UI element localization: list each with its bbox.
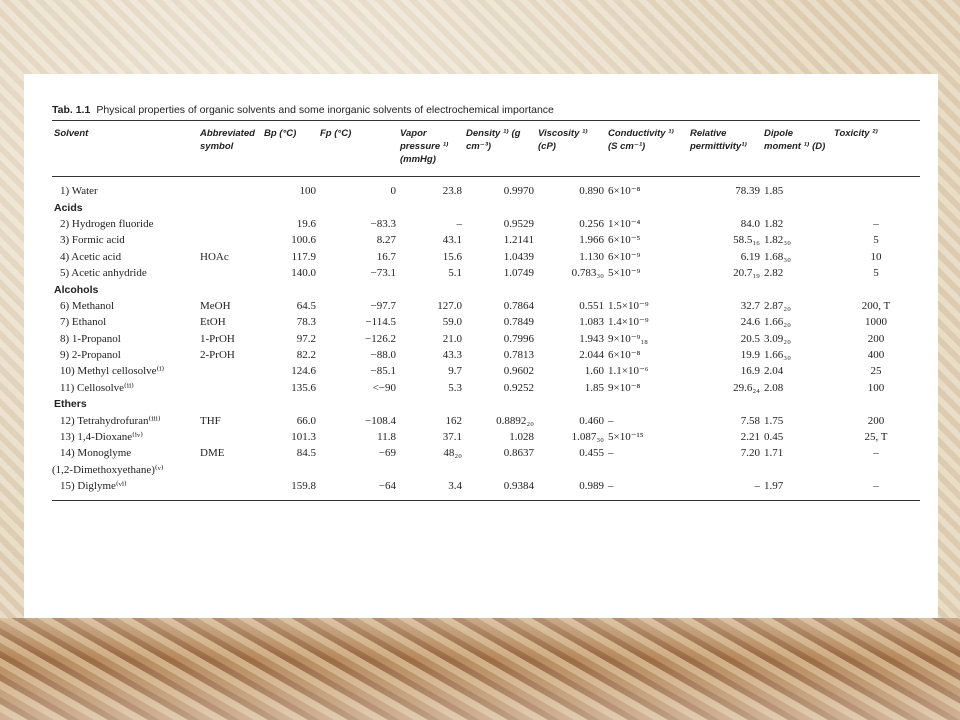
cell-permittivity: 20.7₁₉ xyxy=(733,267,760,280)
cell-density: 0.7849 xyxy=(503,316,534,329)
cell-density: 1.2141 xyxy=(503,234,534,247)
cell-dipole-moment: 1.97 xyxy=(764,480,784,493)
table-row xyxy=(52,331,920,347)
cell-dipole-moment: 0.45 xyxy=(764,431,784,444)
cell-conductivity: 9×10⁻⁸ xyxy=(608,381,641,394)
cell-vapor-pressure: 3.4 xyxy=(448,480,462,493)
cell-bp: 101.3 xyxy=(291,431,316,444)
cell-permittivity: 6.19 xyxy=(740,250,760,263)
cell-solvent: 6) Methanol xyxy=(60,299,115,312)
cell-solvent: 10) Methyl cellosolve⁽ⁱ⁾ xyxy=(60,365,165,378)
table-row xyxy=(52,478,920,501)
cell-toxicity: 25, T xyxy=(864,431,888,444)
cell-density: 0.8637 xyxy=(503,447,534,460)
cell-toxicity: – xyxy=(873,217,879,230)
table-caption-text: Physical properties of organic solvents and some inorganic solvents of electrochemical importance xyxy=(96,104,554,116)
cell-toxicity: 400 xyxy=(867,349,885,362)
cell-vapor-pressure: 43.3 xyxy=(442,349,462,362)
cell-viscosity: 0.890 xyxy=(579,185,604,198)
cell-dipole-moment: 2.04 xyxy=(764,365,784,378)
header-conductivity: Conductivity ¹⁾ (S cm⁻¹) xyxy=(606,121,688,177)
cell-bp: 78.3 xyxy=(296,316,316,329)
cell-conductivity: 1.5×10⁻⁹ xyxy=(608,299,649,312)
header-abbreviated-symbol: Abbreviated symbol xyxy=(198,121,262,177)
cell-symbol: 2-PrOH xyxy=(200,349,235,362)
cell-solvent: 5) Acetic anhydride xyxy=(60,267,147,280)
cell-conductivity: 1.4×10⁻⁹ xyxy=(608,316,649,329)
cell-viscosity: 0.783₃₀ xyxy=(571,267,604,280)
cell-solvent: 7) Ethanol xyxy=(60,316,107,329)
cell-density: 0.9602 xyxy=(503,365,534,378)
cell-bp: 117.9 xyxy=(291,250,316,263)
cell-viscosity: 0.551 xyxy=(579,299,604,312)
cell-solvent: 2) Hydrogen fluoride xyxy=(60,217,154,230)
header-vapor-pressure: Vapor pressure ¹⁾ (mmHg) xyxy=(398,121,464,177)
cell-bp: 19.6 xyxy=(296,217,316,230)
cell-density: 0.9252 xyxy=(503,381,534,394)
cell-toxicity: 200 xyxy=(867,414,885,427)
cell-toxicity: 1000 xyxy=(865,316,887,329)
cell-solvent: 3) Formic acid xyxy=(60,234,125,247)
cell-bp: 135.6 xyxy=(291,381,316,394)
header-row xyxy=(52,121,920,177)
cell-vapor-pressure: 23.8 xyxy=(442,185,462,198)
cell-vapor-pressure: 59.0 xyxy=(442,316,462,329)
cell-symbol: THF xyxy=(200,414,221,427)
cell-symbol: HOAc xyxy=(200,250,229,263)
cell-density: 0.7864 xyxy=(503,299,534,312)
cell-toxicity: 5 xyxy=(873,234,879,247)
cell-bp: 140.0 xyxy=(291,267,316,280)
cell-dipole-moment: 1.75 xyxy=(764,414,784,427)
cell-symbol: EtOH xyxy=(200,316,226,329)
cell-bp: 124.6 xyxy=(291,365,316,378)
cell-dipole-moment: 1.85 xyxy=(764,185,784,198)
cell-bp: 100 xyxy=(299,185,316,198)
cell-conductivity: 6×10⁻⁸ xyxy=(608,185,641,198)
cell-viscosity: 1.943 xyxy=(579,332,604,345)
table-row xyxy=(52,429,920,445)
cell-solvent: 4) Acetic acid xyxy=(60,250,122,263)
cell-toxicity xyxy=(832,177,920,200)
table-row xyxy=(52,232,920,248)
header-density: Density ¹⁾ (g cm⁻³) xyxy=(464,121,536,177)
cell-fp: −85.1 xyxy=(370,365,396,378)
cell-symbol xyxy=(198,380,262,396)
cell-vapor-pressure: 48₂₀ xyxy=(443,447,462,460)
table-row xyxy=(52,298,920,314)
cell-viscosity: 1.083 xyxy=(579,316,604,329)
table-row xyxy=(52,249,920,265)
cell-bp: 100.6 xyxy=(291,234,316,247)
cell-toxicity: – xyxy=(873,480,879,493)
solvent-name-continuation: (1,2-Dimethoxyethane)⁽ᵛ⁾ xyxy=(52,463,164,476)
cell-symbol: 1-PrOH xyxy=(200,332,235,345)
cell-permittivity: – xyxy=(754,480,760,493)
cell-symbol xyxy=(198,232,262,248)
header-toxicity: Toxicity ²⁾ xyxy=(832,121,920,177)
cell-conductivity: 5×10⁻⁹ xyxy=(608,267,641,280)
header-solvent: Solvent xyxy=(52,121,198,177)
cell-viscosity: 1.966 xyxy=(579,234,604,247)
cell-solvent: 8) 1-Propanol xyxy=(60,332,121,345)
cell-fp: −83.3 xyxy=(370,217,396,230)
header-relative-permittivity: Relative permittivity¹⁾ xyxy=(688,121,762,177)
cell-permittivity: 24.6 xyxy=(740,316,760,329)
cell-bp: 64.5 xyxy=(296,299,316,312)
cell-symbol xyxy=(198,429,262,445)
table-row xyxy=(52,347,920,363)
cell-symbol xyxy=(198,478,262,501)
cell-conductivity: 6×10⁻⁵ xyxy=(608,234,641,247)
table-row xyxy=(52,216,920,232)
cell-conductivity: – xyxy=(608,414,614,427)
cell-dipole-moment: 1.82₃₀ xyxy=(764,234,791,247)
cell-conductivity: 5×10⁻¹⁵ xyxy=(608,431,644,444)
cell-density: 1.0439 xyxy=(503,250,534,263)
cell-density: 0.7996 xyxy=(503,332,534,345)
cell-dipole-moment: 1.82 xyxy=(764,217,784,230)
cell-fp: 16.7 xyxy=(376,250,396,263)
header-bp: Bp (°C) xyxy=(262,121,318,177)
cell-dipole-moment: 2.82 xyxy=(764,267,784,280)
cell-dipole-moment: 1.68₃₀ xyxy=(764,250,791,263)
cell-density: 1.0749 xyxy=(503,267,534,280)
cell-permittivity: 84.0 xyxy=(740,217,760,230)
cell-vapor-pressure: – xyxy=(456,217,462,230)
continuation-row xyxy=(52,462,920,478)
cell-permittivity: 19.9 xyxy=(740,349,760,362)
cell-conductivity: – xyxy=(608,447,614,460)
cell-bp: 82.2 xyxy=(296,349,316,362)
cell-symbol: DME xyxy=(200,447,225,460)
cell-density: 0.9529 xyxy=(503,217,534,230)
cell-fp: −126.2 xyxy=(365,332,396,345)
cell-viscosity: 2.044 xyxy=(579,349,604,362)
cell-fp: 8.27 xyxy=(376,234,396,247)
cell-viscosity: 0.989 xyxy=(579,480,604,493)
table-document xyxy=(52,104,920,501)
cell-solvent: 11) Cellosolve⁽ⁱⁱ⁾ xyxy=(60,381,134,394)
header-viscosity: Viscosity ¹⁾ (cP) xyxy=(536,121,606,177)
cell-vapor-pressure: 5.3 xyxy=(448,381,462,394)
cell-fp: −97.7 xyxy=(370,299,396,312)
cell-solvent: 12) Tetrahydrofuran⁽ⁱⁱⁱ⁾ xyxy=(60,414,161,427)
cell-vapor-pressure: 21.0 xyxy=(442,332,462,345)
group-label: Acids xyxy=(54,201,83,214)
cell-fp: −88.0 xyxy=(370,349,396,362)
cell-permittivity: 78.39 xyxy=(735,185,760,198)
group-label: Ethers xyxy=(54,398,87,411)
cell-solvent: 9) 2-Propanol xyxy=(60,349,121,362)
cell-permittivity: 58.5₁₆ xyxy=(733,234,760,247)
cell-toxicity: 100 xyxy=(867,381,885,394)
group-label: Alcohols xyxy=(54,283,99,296)
cell-viscosity: 1.087₃₀ xyxy=(571,431,604,444)
cell-conductivity: – xyxy=(608,480,614,493)
cell-dipole-moment: 3.09₂₀ xyxy=(764,332,791,345)
cell-symbol xyxy=(198,216,262,232)
cell-fp: 0 xyxy=(390,185,396,198)
cell-toxicity: 5 xyxy=(873,267,879,280)
cell-bp: 66.0 xyxy=(296,414,316,427)
table-row xyxy=(52,445,920,461)
cell-density: 0.7813 xyxy=(503,349,534,362)
cell-toxicity: 10 xyxy=(870,250,882,263)
cell-solvent: 13) 1,4-Dioxane⁽ⁱᵛ⁾ xyxy=(60,431,143,444)
cell-permittivity: 29.6₂₄ xyxy=(733,381,760,394)
cell-fp: −73.1 xyxy=(370,267,396,280)
cell-permittivity: 7.58 xyxy=(740,414,760,427)
table-body xyxy=(52,177,920,501)
cell-vapor-pressure: 15.6 xyxy=(442,250,462,263)
cell-vapor-pressure: 43.1 xyxy=(442,234,462,247)
cell-dipole-moment: 1.66₃₀ xyxy=(764,349,791,362)
cell-symbol xyxy=(198,265,262,281)
cell-solvent: 1) Water xyxy=(60,185,98,198)
cell-symbol: MeOH xyxy=(200,299,231,312)
cell-bp: 97.2 xyxy=(296,332,316,345)
cell-permittivity: 7.20 xyxy=(740,447,760,460)
cell-density: 0.8892₂₀ xyxy=(496,414,534,427)
cell-solvent: 15) Diglyme⁽ᵛⁱ⁾ xyxy=(60,480,127,493)
cell-dipole-moment: 1.71 xyxy=(764,447,784,460)
cell-toxicity: 200, T xyxy=(861,299,891,312)
cell-conductivity: 9×10⁻⁹₁₈ xyxy=(608,332,649,345)
cell-fp: −114.5 xyxy=(365,316,396,329)
cell-toxicity: 200 xyxy=(867,332,885,345)
cell-permittivity: 32.7 xyxy=(740,299,760,312)
cell-vapor-pressure: 162 xyxy=(445,414,462,427)
cell-conductivity: 1×10⁻⁴ xyxy=(608,217,641,230)
table-row xyxy=(52,177,920,200)
cell-density: 0.9970 xyxy=(503,185,534,198)
cell-fp: 11.8 xyxy=(377,431,396,444)
cell-conductivity: 6×10⁻⁹ xyxy=(608,250,641,263)
header-fp: Fp (°C) xyxy=(318,121,398,177)
cell-permittivity: 2.21 xyxy=(740,431,760,444)
cell-viscosity: 0.256 xyxy=(579,217,604,230)
solvent-properties-table xyxy=(52,120,920,501)
table-caption xyxy=(52,104,920,116)
cell-permittivity: 20.5 xyxy=(740,332,760,345)
slide-panel xyxy=(24,74,938,618)
table-row xyxy=(52,412,920,428)
cell-permittivity: 16.9 xyxy=(740,365,760,378)
group-row xyxy=(52,396,920,412)
cell-fp: <−90 xyxy=(372,381,396,394)
cell-density: 0.9384 xyxy=(503,480,534,493)
cell-viscosity: 1.85 xyxy=(584,381,604,394)
cell-viscosity: 0.455 xyxy=(579,447,604,460)
table-label: Tab. 1.1 xyxy=(52,104,91,116)
cell-dipole-moment: 1.66₂₀ xyxy=(764,316,791,329)
cell-conductivity: 6×10⁻⁸ xyxy=(608,349,641,362)
table-row xyxy=(52,380,920,396)
cell-toxicity: – xyxy=(873,447,879,460)
cell-fp: −69 xyxy=(378,447,396,460)
cell-conductivity: 1.1×10⁻⁶ xyxy=(608,365,649,378)
group-row xyxy=(52,199,920,215)
cell-vapor-pressure: 5.1 xyxy=(448,267,462,280)
cell-bp: 159.8 xyxy=(291,480,316,493)
cell-density: 1.028 xyxy=(509,431,534,444)
group-row xyxy=(52,281,920,297)
cell-fp: −108.4 xyxy=(365,414,396,427)
cell-viscosity: 1.130 xyxy=(579,250,604,263)
cell-vapor-pressure: 37.1 xyxy=(442,431,462,444)
cell-solvent: 14) Monoglyme xyxy=(60,447,132,460)
cell-bp: 84.5 xyxy=(296,447,316,460)
cell-symbol xyxy=(198,363,262,379)
cell-toxicity: 25 xyxy=(870,365,882,378)
background-bottom-band xyxy=(0,618,960,720)
table-row xyxy=(52,314,920,330)
table-row xyxy=(52,265,920,281)
cell-vapor-pressure: 127.0 xyxy=(437,299,462,312)
header-dipole-moment: Dipole moment ¹⁾ (D) xyxy=(762,121,832,177)
cell-viscosity: 1.60 xyxy=(584,365,604,378)
cell-viscosity: 0.460 xyxy=(579,414,604,427)
cell-dipole-moment: 2.08 xyxy=(764,381,784,394)
cell-symbol xyxy=(198,177,262,200)
table-row xyxy=(52,363,920,379)
cell-fp: −64 xyxy=(378,480,396,493)
cell-vapor-pressure: 9.7 xyxy=(448,365,462,378)
cell-dipole-moment: 2.87₂₀ xyxy=(764,299,791,312)
